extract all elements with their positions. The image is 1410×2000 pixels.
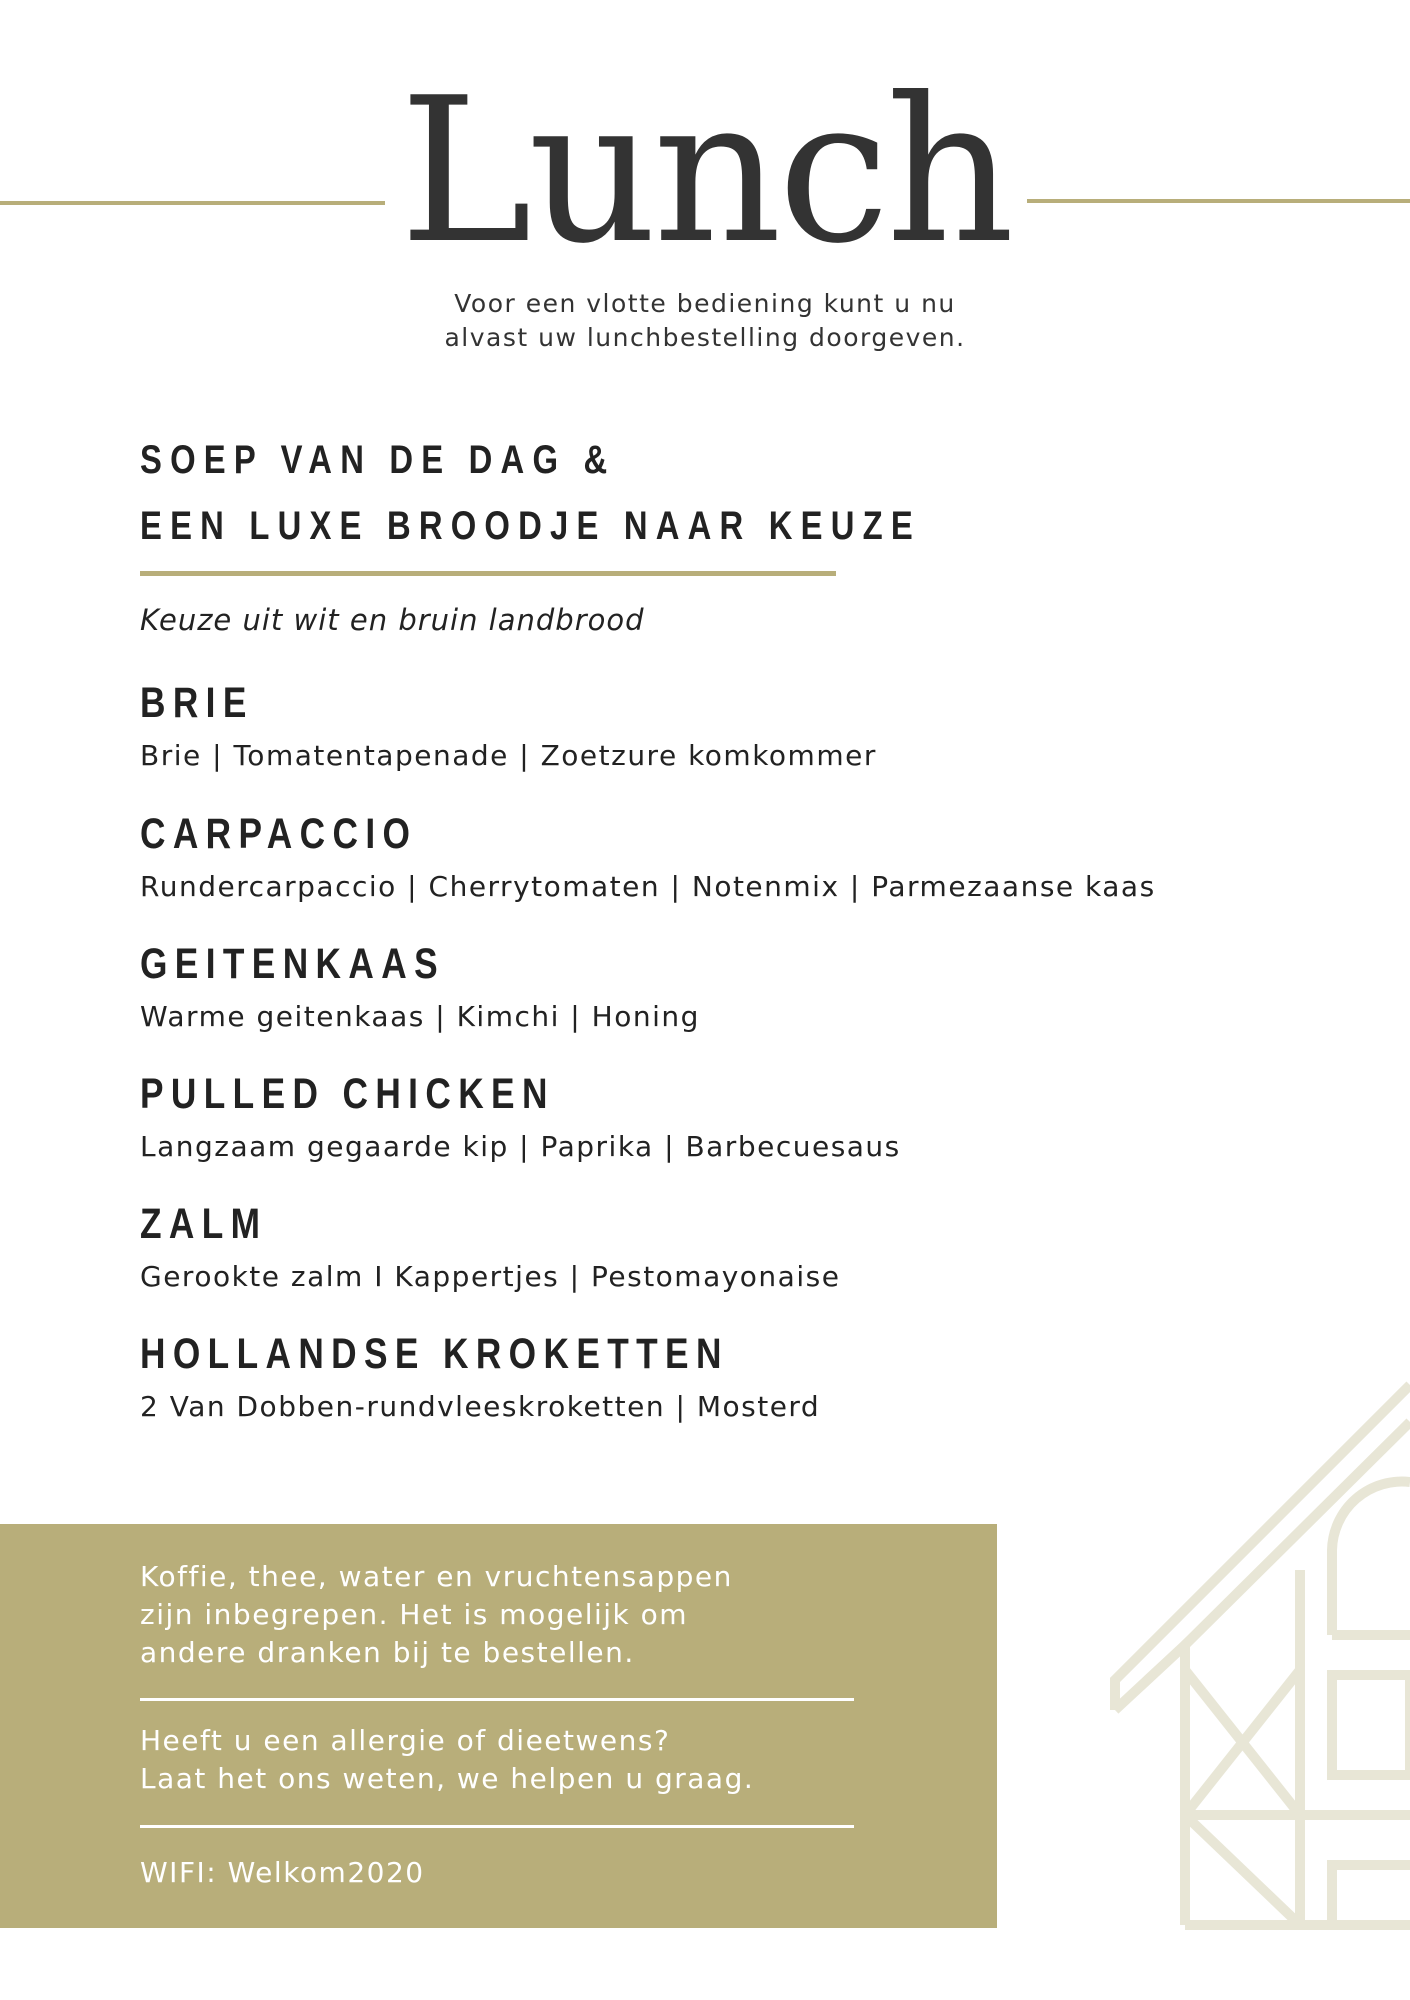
- menu-item-description: Langzaam gegaarde kip | Paprika | Barbecuesaus: [140, 1130, 901, 1163]
- menu-item-name: CARPACCIO: [140, 810, 418, 858]
- allergy-info-line-1: Heeft u een allergie of dieetwens?: [140, 1724, 671, 1757]
- intro-line-2: alvast uw lunchbestelling doorgeven.: [444, 323, 966, 352]
- menu-headline: [140, 427, 921, 559]
- intro-text: [0, 287, 1410, 355]
- menu-item-name: BRIE: [140, 679, 254, 727]
- headline-divider: [140, 571, 836, 576]
- intro-line-1: Voor een vlotte bediening kunt u nu: [454, 289, 956, 318]
- menu-item-pulled-chicken: [140, 1068, 901, 1166]
- menu-item-description: Brie | Tomatentapenade | Zoetzure komkommer: [140, 739, 877, 772]
- menu-item-description: Warme geitenkaas | Kimchi | Honing: [140, 1000, 700, 1033]
- info-divider-1: [140, 1698, 854, 1701]
- page-title: Lunch: [399, 55, 1011, 288]
- drinks-info-line-1: Koffie, thee, water en vruchtensappen: [140, 1560, 733, 1593]
- menu-item-description: Rundercarpaccio | Cherrytomaten | Notenmix | Parmezaanse kaas: [140, 870, 1156, 903]
- drinks-info-line-3: andere dranken bij te bestellen.: [140, 1636, 635, 1669]
- menu-subline: Keuze uit wit en bruin landbrood: [140, 603, 645, 637]
- allergy-info: [140, 1722, 754, 1798]
- allergy-info-line-2: Laat het ons weten, we helpen u graag.: [140, 1762, 755, 1795]
- menu-item-name: GEITENKAAS: [140, 940, 445, 988]
- menu-headline-line-1: SOEP VAN DE DAG &: [140, 438, 616, 482]
- menu-item-name: ZALM: [140, 1200, 268, 1248]
- menu-item-hollandse-kroketten: [140, 1328, 858, 1426]
- menu-item-description: 2 Van Dobben-rundvleeskroketten | Mosterd: [140, 1390, 821, 1423]
- menu-item-name: HOLLANDSE KROKETTEN: [140, 1330, 729, 1378]
- menu-item-carpaccio: [140, 808, 1156, 906]
- menu-item-description: Gerookte zalm I Kappertjes | Pestomayonaise: [140, 1260, 841, 1293]
- menu-item-name: PULLED CHICKEN: [140, 1070, 555, 1118]
- menu-item-geitenkaas: [140, 938, 700, 1036]
- wifi-info: WIFI: Welkom2020: [140, 1856, 425, 1889]
- menu-item-brie: [140, 677, 877, 775]
- menu-item-zalm: [140, 1198, 840, 1296]
- drinks-info: [140, 1558, 733, 1672]
- drinks-info-line-2: zijn inbegrepen. Het is mogelijk om: [140, 1598, 689, 1631]
- menu-headline-line-2: EEN LUXE BROODJE NAAR KEUZE: [140, 504, 921, 548]
- house-outline-icon: [1100, 1370, 1410, 1930]
- info-divider-2: [140, 1825, 854, 1828]
- info-panel: [0, 1524, 997, 1928]
